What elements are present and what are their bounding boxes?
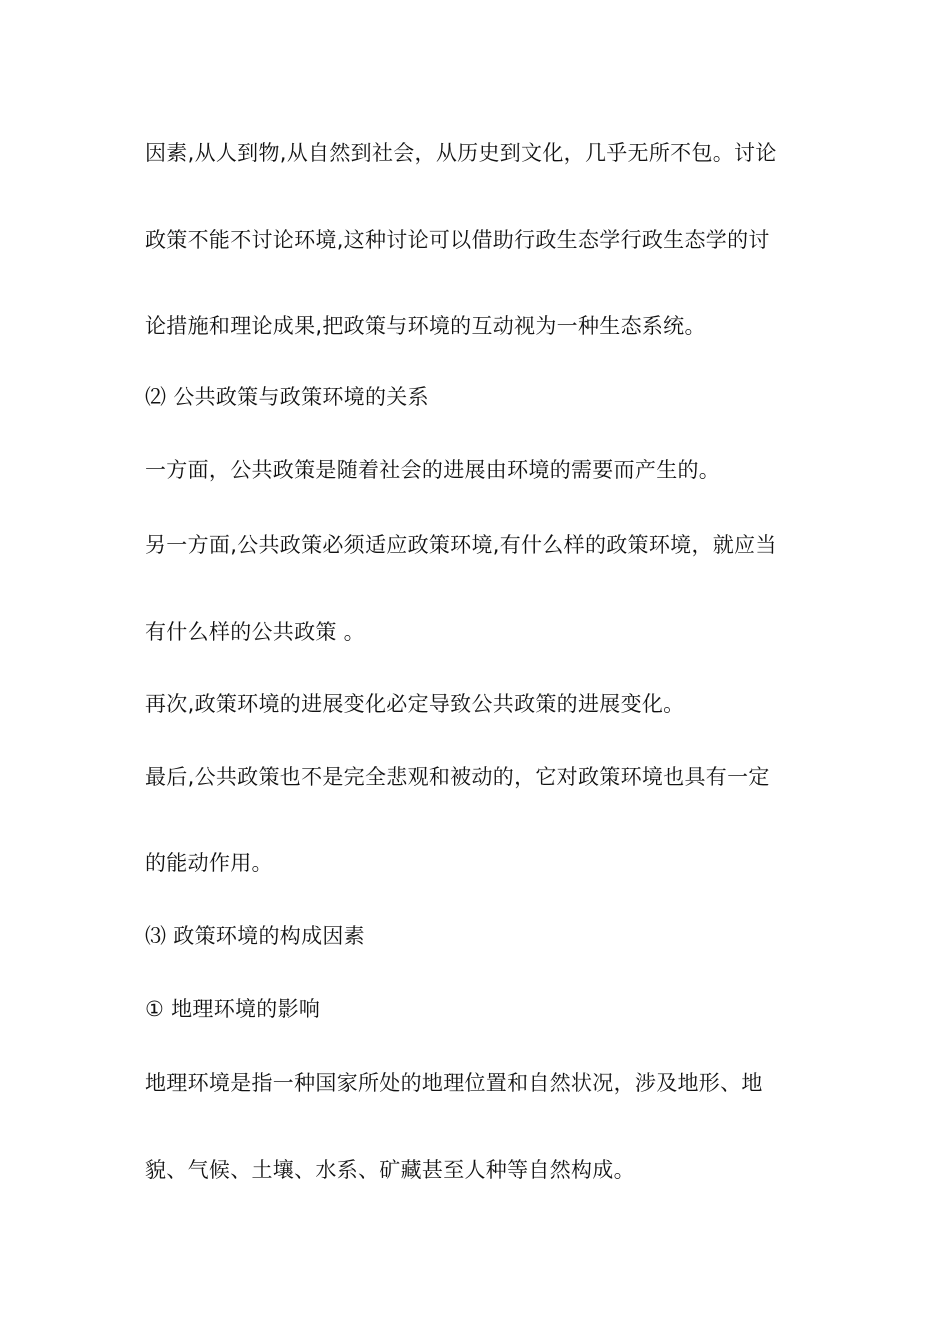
section-heading: ⑵ 公共政策与政策环境的关系 (145, 385, 429, 409)
paragraph-line: 再次,政策环境的进展变化必定导致公共政策的进展变化。 (145, 692, 685, 716)
paragraph-line: 一方面，公共政策是随着社会的进展由环境的需要而产生的。 (145, 458, 721, 482)
paragraph-line: 论措施和理论成果,把政策与环境的互动视为一种生态系统。 (145, 314, 706, 338)
paragraph-line: 貌、气候、土壤、水系、矿藏甚至人种等自然构成。 (145, 1158, 635, 1182)
paragraph-line: 政策不能不讨论环境,这种讨论可以借助行政生态学行政生态学的讨 (145, 228, 770, 252)
paragraph-line: 的能动作用。 (145, 851, 273, 875)
paragraph-line: 最后,公共政策也不是完全悲观和被动的，它对政策环境也具有一定 (145, 765, 770, 789)
section-heading: ⑶ 政策环境的构成因素 (145, 924, 365, 948)
paragraph-line: 因素,从人到物,从自然到社会，从历史到文化，几乎无所不包。讨论 (145, 141, 777, 165)
paragraph-line: 有什么样的公共政策 。 (145, 620, 365, 644)
paragraph-line: 另一方面,公共政策必须适应政策环境,有什么样的政策环境，就应当 (145, 533, 777, 557)
subsection-heading: ① 地理环境的影响 (145, 997, 321, 1021)
paragraph-line: 地理环境是指一种国家所处的地理位置和自然状况，涉及地形、地 (145, 1071, 763, 1095)
